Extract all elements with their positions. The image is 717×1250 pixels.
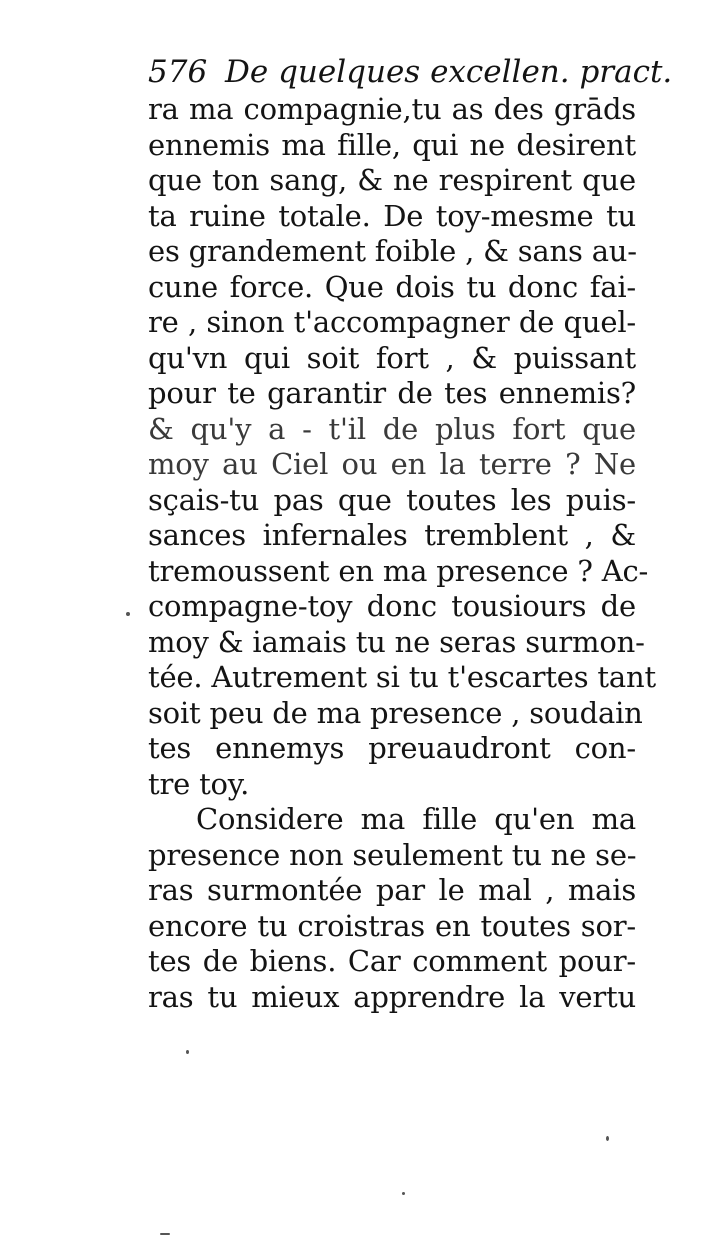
text-line: tes de biens. Car comment pour- bbox=[148, 944, 636, 978]
text-line: tremoussent en ma presence ? Ac- bbox=[148, 553, 649, 588]
text-block bbox=[148, 92, 656, 1015]
text-line: ras surmontée par le mal , mais bbox=[148, 873, 636, 907]
text-line: sances infernales tremblent , & bbox=[148, 518, 636, 552]
running-title: De quelques excellen. pract. bbox=[225, 54, 673, 90]
text-line: que ton sang, & ne respirent que bbox=[148, 163, 636, 197]
paragraph-start-line: Considere ma fille qu'en ma bbox=[196, 802, 636, 836]
ink-speck bbox=[126, 612, 130, 616]
text-line: moy au Ciel ou en la terre ? Ne bbox=[148, 447, 636, 481]
ink-speck bbox=[402, 1192, 405, 1195]
text-line: sçais-tu pas que toutes les puis- bbox=[148, 482, 636, 517]
text-line: ennemis ma fille, qui ne desirent bbox=[148, 127, 636, 162]
text-line: presence non seulement tu ne se- bbox=[148, 837, 637, 872]
text-line: tée. Autrement si tu t'escartes tant bbox=[148, 660, 656, 694]
text-line: & qu'y a - t'il de plus fort que bbox=[148, 411, 636, 446]
ink-speck bbox=[160, 1233, 170, 1235]
text-line: tre toy. bbox=[148, 766, 250, 801]
text-line: pour te garantir de tes ennemis? bbox=[148, 376, 636, 410]
text-line: compagne-toy donc tousiours de bbox=[148, 589, 636, 623]
text-line: moy & iamais tu ne seras surmon- bbox=[148, 624, 645, 659]
text-line: tes ennemys preuaudront con- bbox=[148, 731, 636, 765]
text-line: ta ruine totale. De toy-mesme tu bbox=[148, 198, 636, 233]
text-line: es grandement foible , & sans au- bbox=[148, 234, 637, 268]
text-line: soit peu de ma presence , soudain bbox=[148, 695, 643, 730]
text-line: cune force. Que dois tu donc fai- bbox=[148, 269, 636, 304]
text-line: encore tu croistras en toutes sor- bbox=[148, 908, 636, 943]
running-head bbox=[148, 52, 672, 92]
text-line: ras tu mieux apprendre la vertu bbox=[148, 979, 636, 1014]
ink-speck bbox=[186, 1050, 189, 1054]
ink-speck bbox=[606, 1136, 609, 1141]
text-line: qu'vn qui soit fort , & puissant bbox=[148, 340, 636, 375]
text-line: ra ma compagnie,tu as des grāds bbox=[148, 92, 636, 126]
text-line: re , sinon t'accompagner de quel- bbox=[148, 305, 636, 339]
page-number: 576 bbox=[148, 54, 208, 90]
